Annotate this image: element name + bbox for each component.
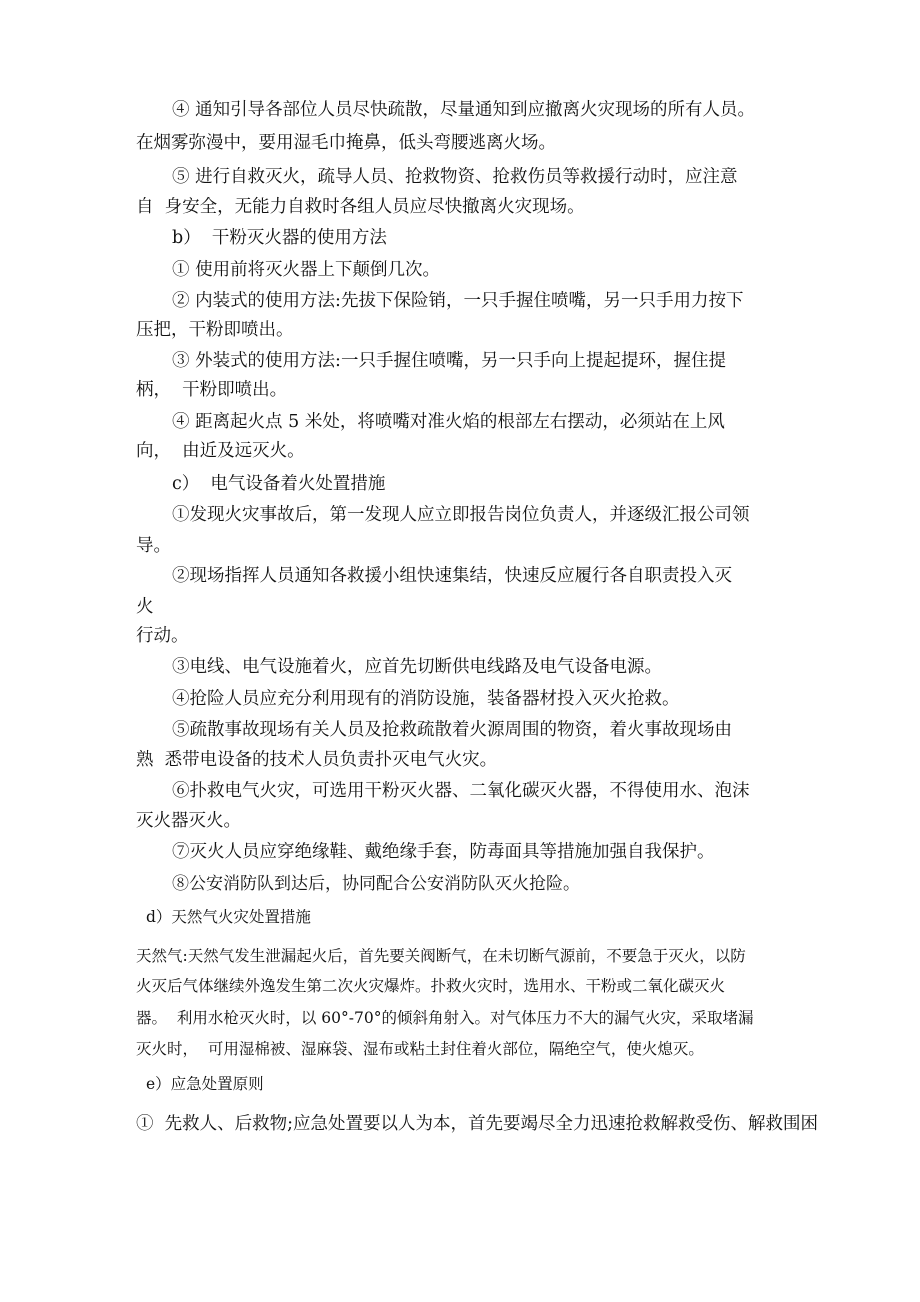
text-line: ⑧公安消防队到达后，协同配合公安消防队灭火抢险。: [172, 874, 580, 894]
text-line: 自 身安全，无能力自救时各组人员应尽快撤离火灾现场。: [136, 197, 585, 217]
text-line: 在烟雾弥漫中，要用湿毛巾掩鼻，低头弯腰逃离火场。: [136, 133, 556, 153]
text-line: 天然气:天然气发生泄漏起火后，首先要关阀断气，在未切断气源前，不要急于灭火，以防: [136, 947, 746, 965]
text-line: ④抢险人员应充分利用现有的消防设施，装备器材投入灭火抢救。: [172, 689, 680, 709]
text-line: ③电线、电气设施着火，应首先切断供电线路及电气设备电源。: [172, 657, 662, 677]
text-line: ⑥扑救电气火灾，可选用干粉灭火器、二氧化碳灭火器，不得使用水、泡沫: [172, 781, 750, 801]
section-heading-b: b） 干粉灭火器的使用方法: [172, 228, 387, 248]
section-heading-d: d）天然气火灾处置措施: [146, 908, 311, 926]
text-line: 柄， 干粉即喷出。: [136, 380, 288, 400]
text-line: ②现场指挥人员通知各救援小组快速集结，快速反应履行各自职责投入灭: [172, 566, 732, 586]
text-line: ⑤ 进行自救灭火，疏导人员、抢救物资、抢救伤员等救援行动时，应注意: [172, 167, 738, 187]
text-line: ① 先救人、后救物;应急处置要以人为本，首先要竭尽全力迅速抢救解救受伤、解救围困: [136, 1114, 819, 1134]
text-line: ⑤疏散事故现场有关人员及抢救疏散着火源周围的物资，着火事故现场由: [172, 720, 732, 740]
text-line: 灭火时， 可用湿棉被、湿麻袋、湿布或粘土封住着火部位，隔绝空气，使火熄灭。: [136, 1040, 704, 1058]
text-line: ④ 距离起火点 5 米处，将喷嘴对准火焰的根部左右摆动，必须站在上风: [172, 412, 725, 432]
section-heading-e: e）应急处置原则: [146, 1075, 264, 1093]
text-line: ③ 外装式的使用方法:一只手握住喷嘴，另一只手向上提起提环，握住提: [172, 351, 726, 371]
text-line: 器。 利用水枪灭火时，以 60°-70°的倾斜角射入。对气体压力不大的漏气火灾，采取堵漏: [136, 1009, 754, 1027]
text-line: 行动。: [136, 626, 189, 646]
text-line: 压把，干粉即喷出。: [136, 320, 294, 340]
section-heading-c: c） 电气设备着火处置措施: [172, 474, 386, 494]
text-line: ② 内装式的使用方法:先拔下保险销，一只手握住喷嘴，另一只手用力按下: [172, 291, 744, 311]
text-line: ⑦灭火人员应穿绝缘鞋、戴绝缘手套，防毒面具等措施加强自我保护。: [172, 842, 715, 862]
text-line: ④ 通知引导各部位人员尽快疏散，尽量通知到应撤离火灾现场的所有人员。: [172, 100, 756, 120]
text-line: 灭火器灭火。: [136, 811, 241, 831]
text-line: 导。: [136, 536, 171, 556]
text-line: 向， 由近及远灭火。: [136, 441, 305, 461]
text-line: 熟 悉带电设备的技术人员负责扑灭电气火灾。: [136, 750, 498, 770]
text-line: ①发现火灾事故后，第一发现人应立即报告岗位负责人，并逐级汇报公司领: [172, 505, 750, 525]
text-line: ① 使用前将灭火器上下颠倒几次。: [172, 260, 441, 280]
text-line: 火灭后气体继续外逸发生第二次火灾爆炸。扑救火灾时，选用水、干粉或二氧化碳灭火: [136, 977, 726, 995]
text-line: 火: [136, 597, 154, 617]
